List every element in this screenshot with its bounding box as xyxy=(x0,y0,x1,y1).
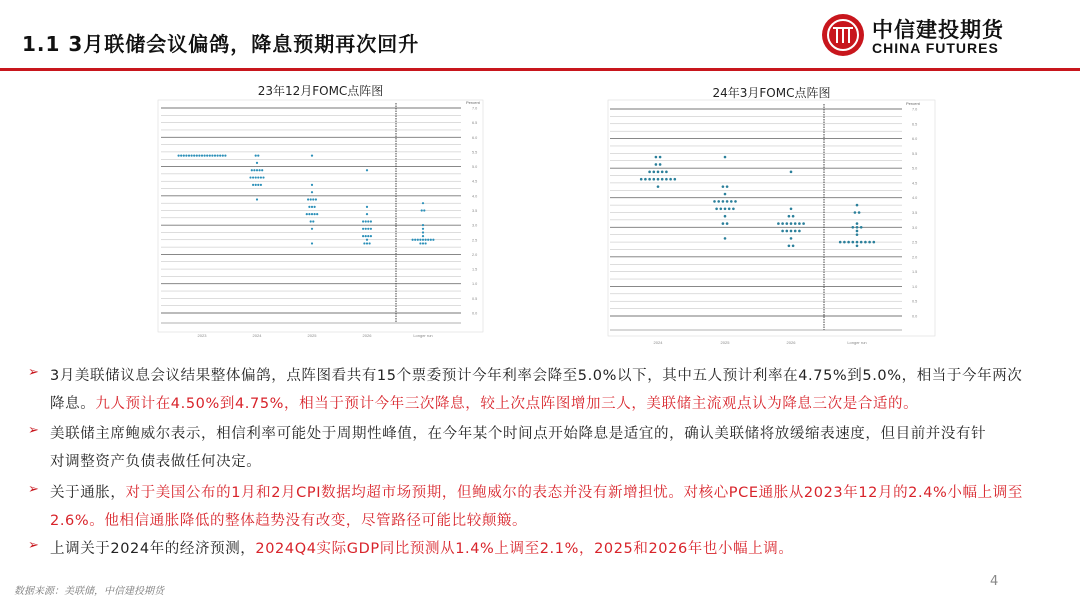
dot-2026 xyxy=(790,230,793,233)
dot-2026 xyxy=(366,242,368,244)
body-text: 降息。 xyxy=(50,396,96,412)
y-tick-label: 1.5 xyxy=(912,270,918,275)
dot-2026 xyxy=(365,228,367,230)
highlight-text: 2024Q4实际GDP同比预测从1.4%上调至2.1%，2025和2026年也小幅上调。 xyxy=(255,541,794,557)
y-tick-label: 7.0 xyxy=(472,106,478,111)
y-tick-label: 1.5 xyxy=(472,267,478,272)
dot-longer-run xyxy=(422,235,424,237)
body-text: 3月美联储议息会议结果整体偏鸽，点阵图看共有15个票委预计今年利率会降至5.0%以下，其中五人预计利率在4.75%到5.0%，相当于今年两次 xyxy=(50,368,1023,384)
dot-2026 xyxy=(367,220,369,222)
dot-2024 xyxy=(648,178,651,181)
dot-2024 xyxy=(252,184,254,186)
y-tick-label: 4.0 xyxy=(472,194,478,199)
dot-2025 xyxy=(724,215,727,218)
x-tick-label: 2026 xyxy=(786,340,796,345)
y-tick-label: 0.0 xyxy=(912,314,918,319)
dot-2026 xyxy=(790,171,793,174)
dot-2024 xyxy=(256,198,258,200)
dot-2024 xyxy=(653,171,656,174)
dot-2024 xyxy=(259,169,261,171)
dot-2026 xyxy=(798,230,801,233)
y-tick-label: 6.5 xyxy=(912,122,918,127)
dot-2024 xyxy=(644,178,647,181)
dot-2024 xyxy=(255,154,257,156)
dot-2025 xyxy=(307,198,309,200)
dot-2025 xyxy=(715,208,718,211)
x-tick-label: 2023 xyxy=(197,333,207,338)
y-tick-label: 6.5 xyxy=(472,121,478,126)
body-text: 关于通胀， xyxy=(50,485,126,501)
dot-2025 xyxy=(311,228,313,230)
dot-2023 xyxy=(214,154,216,156)
dot-2026 xyxy=(362,235,364,237)
dot-2025 xyxy=(734,200,737,203)
dot-2026 xyxy=(790,222,793,225)
dot-2024 xyxy=(665,171,668,174)
dot-2024 xyxy=(260,184,262,186)
dot-2025 xyxy=(722,222,725,225)
y-tick-label: 2.0 xyxy=(472,252,478,257)
dot-2026 xyxy=(786,222,789,225)
x-tick-label: Longer run xyxy=(413,333,433,338)
dot-2024 xyxy=(661,171,664,174)
dot-2024 xyxy=(253,169,255,171)
bullet-text-line xyxy=(50,450,261,471)
y-tick-label: 1.0 xyxy=(472,282,478,287)
dot-2026 xyxy=(786,230,789,233)
dot-2025 xyxy=(311,154,313,156)
dot-longer-run xyxy=(868,241,871,244)
bullet-arrow-icon: ➢ xyxy=(28,538,39,553)
dot-longer-run xyxy=(856,241,859,244)
y-tick-label: 2.0 xyxy=(912,255,918,260)
dot-2024 xyxy=(255,184,257,186)
y-tick-label: 1.0 xyxy=(912,284,918,289)
dot-2026 xyxy=(792,244,795,247)
dot-longer-run xyxy=(852,226,855,229)
dot-2026 xyxy=(798,222,801,225)
dot-2026 xyxy=(794,230,797,233)
dot-2023 xyxy=(206,154,208,156)
y-tick-label: 6.0 xyxy=(912,137,918,142)
dot-2026 xyxy=(366,169,368,171)
dot-longer-run xyxy=(425,239,427,241)
dot-2023 xyxy=(183,154,185,156)
dot-2026 xyxy=(366,206,368,208)
dot-2023 xyxy=(180,154,182,156)
dot-2024 xyxy=(659,156,662,159)
logo-text-cn: 中信建投期货 xyxy=(872,18,1004,42)
dot-2023 xyxy=(178,154,180,156)
dot-2025 xyxy=(308,213,310,215)
dot-2026 xyxy=(370,220,372,222)
dot-2024 xyxy=(251,169,253,171)
dot-longer-run xyxy=(423,209,425,211)
dot-2024 xyxy=(261,169,263,171)
dot-longer-run xyxy=(873,241,876,244)
y-tick-label: 7.0 xyxy=(912,107,918,112)
y-tick-label: 4.0 xyxy=(912,196,918,201)
dot-2024 xyxy=(640,178,643,181)
dot-2024 xyxy=(256,162,258,164)
highlight-text: 对于美国公布的1月和2月CPI数据均超市场预期，但鲍威尔的表态并没有新增担忧。对核心PCE通胀从2023年12月的2.4%小幅上调至 xyxy=(125,485,1023,501)
dot-2025 xyxy=(724,237,727,240)
dot-2025 xyxy=(311,242,313,244)
dot-2025 xyxy=(728,208,731,211)
dot-2024 xyxy=(260,176,262,178)
dot-2025 xyxy=(311,184,313,186)
dot-2026 xyxy=(362,220,364,222)
x-tick-label: 2024 xyxy=(252,333,262,338)
dot-longer-run xyxy=(432,239,434,241)
dot-2025 xyxy=(306,213,308,215)
dot-longer-run xyxy=(422,228,424,230)
y-tick-label: 0.5 xyxy=(472,296,478,301)
dot-longer-run xyxy=(421,209,423,211)
dot-longer-run xyxy=(856,222,859,225)
y-tick-label: 5.5 xyxy=(472,150,478,155)
dot-longer-run xyxy=(419,242,421,244)
dot-2023 xyxy=(193,154,195,156)
body-text: 对调整资产负债表做任何决定。 xyxy=(50,454,262,470)
dot-longer-run xyxy=(422,231,424,233)
y-tick-label: 4.5 xyxy=(912,181,918,186)
dot-2024 xyxy=(655,163,658,166)
dot-2025 xyxy=(311,206,313,208)
dot-longer-run xyxy=(856,226,859,229)
dot-2024 xyxy=(257,154,259,156)
dot-2025 xyxy=(726,222,729,225)
dot-2024 xyxy=(255,176,257,178)
dot-2026 xyxy=(777,222,780,225)
dot-2024 xyxy=(657,171,660,174)
dot-2025 xyxy=(310,198,312,200)
y-tick-label: 2.5 xyxy=(472,238,478,243)
highlight-text: 2.6%。他相信通胀降低的整体趋势没有改变，尽管路径可能比较颠簸。 xyxy=(50,513,528,529)
data-source: 数据来源：美联储，中信建投期货 xyxy=(14,586,164,597)
dot-2026 xyxy=(790,237,793,240)
dot-2026 xyxy=(802,222,805,225)
bullet-text-line xyxy=(50,422,986,443)
dot-2023 xyxy=(222,154,224,156)
bullet-text-line xyxy=(50,364,1022,385)
dot-2023 xyxy=(196,154,198,156)
y-tick-label: 3.0 xyxy=(472,223,478,228)
dot-2026 xyxy=(367,228,369,230)
dot-2025 xyxy=(314,213,316,215)
dot-2025 xyxy=(732,208,735,211)
page-number: 4 xyxy=(990,574,999,589)
dot-longer-run xyxy=(860,226,863,229)
dot-2024 xyxy=(657,185,660,188)
dot-2025 xyxy=(722,200,725,203)
dot-2025 xyxy=(730,200,733,203)
bullet-arrow-icon: ➢ xyxy=(28,423,39,438)
y-tick-label: 3.5 xyxy=(472,209,478,213)
dot-2026 xyxy=(790,208,793,211)
dot-2024 xyxy=(257,184,259,186)
bullet-text-line xyxy=(50,481,1023,502)
bullet-arrow-icon: ➢ xyxy=(28,365,39,380)
dot-2024 xyxy=(669,178,672,181)
dot-longer-run xyxy=(422,242,424,244)
dot-2026 xyxy=(370,235,372,237)
dot-2024 xyxy=(257,176,259,178)
dot-2023 xyxy=(211,154,213,156)
dot-2025 xyxy=(726,200,729,203)
dot-2026 xyxy=(792,215,795,218)
chart-frame xyxy=(158,100,483,332)
body-text: 上调关于2024年的经济预测， xyxy=(50,541,256,557)
dot-2023 xyxy=(219,154,221,156)
dot-2026 xyxy=(362,228,364,230)
y-tick-label: 0.0 xyxy=(472,311,478,316)
dot-2023 xyxy=(217,154,219,156)
dot-2025 xyxy=(722,185,725,188)
dot-longer-run xyxy=(422,239,424,241)
chart-title-dec2023: 23年12月FOMC点阵图 xyxy=(257,84,384,98)
dot-longer-run xyxy=(430,239,432,241)
page-title: 1.1 3月联储会议偏鸽，降息预期再次回升 xyxy=(22,32,420,56)
dot-2023 xyxy=(204,154,206,156)
dot-longer-run xyxy=(412,239,414,241)
dot-longer-run xyxy=(414,239,416,241)
y-axis-label: Percent xyxy=(466,100,480,105)
logo-text-en: CHINA FUTURES xyxy=(872,40,999,56)
x-tick-label: 2025 xyxy=(307,333,317,338)
y-tick-label: 5.0 xyxy=(912,166,918,171)
dot-longer-run xyxy=(858,211,861,214)
dot-longer-run xyxy=(856,233,859,236)
dot-longer-run xyxy=(860,241,863,244)
y-tick-label: 2.5 xyxy=(912,240,918,245)
dot-2023 xyxy=(209,154,211,156)
dot-2025 xyxy=(314,206,316,208)
dot-2024 xyxy=(256,169,258,171)
dot-2023 xyxy=(198,154,200,156)
dot-2024 xyxy=(665,178,668,181)
dot-2025 xyxy=(724,208,727,211)
dot-2025 xyxy=(724,156,727,159)
x-tick-label: 2026 xyxy=(362,333,372,338)
dot-2026 xyxy=(369,242,371,244)
dot-2026 xyxy=(365,235,367,237)
dot-2026 xyxy=(363,242,365,244)
dot-2025 xyxy=(717,200,720,203)
dot-2026 xyxy=(366,213,368,215)
dot-longer-run xyxy=(852,241,855,244)
dot-2024 xyxy=(252,176,254,178)
dot-2023 xyxy=(201,154,203,156)
dot-2025 xyxy=(311,213,313,215)
dot-longer-run xyxy=(856,204,859,207)
dot-2026 xyxy=(788,215,791,218)
x-tick-label: 2025 xyxy=(720,340,730,345)
dot-2023 xyxy=(191,154,193,156)
dot-longer-run xyxy=(422,202,424,204)
dot-2025 xyxy=(312,198,314,200)
dot-2025 xyxy=(724,193,727,196)
dot-2025 xyxy=(311,191,313,193)
dot-longer-run xyxy=(417,239,419,241)
dot-2024 xyxy=(262,176,264,178)
bullet-text-line xyxy=(50,392,918,413)
dot-longer-run xyxy=(839,241,842,244)
dot-2026 xyxy=(781,230,784,233)
x-tick-label: 2024 xyxy=(653,340,663,345)
dot-2026 xyxy=(370,228,372,230)
dot-2024 xyxy=(653,178,656,181)
body-text: 美联储主席鲍威尔表示，相信利率可能处于周期性峰值，在今年某个时间点开始降息是适宜的，确认美联储将放缓缩表速度，但目前并没有针 xyxy=(50,426,987,442)
dot-2025 xyxy=(310,220,312,222)
bullet-text-line xyxy=(50,509,527,530)
bullet-text-line xyxy=(50,537,793,558)
dot-2025 xyxy=(720,208,723,211)
dot-2024 xyxy=(249,176,251,178)
dot-longer-run xyxy=(843,241,846,244)
dot-2026 xyxy=(794,222,797,225)
dot-2025 xyxy=(726,185,729,188)
dot-longer-run xyxy=(847,241,850,244)
dot-2023 xyxy=(185,154,187,156)
dot-longer-run xyxy=(856,230,859,233)
dot-2024 xyxy=(648,171,651,174)
dot-2024 xyxy=(655,156,658,159)
dot-2024 xyxy=(657,178,660,181)
dot-longer-run xyxy=(422,224,424,226)
dot-2025 xyxy=(316,213,318,215)
y-tick-label: 3.0 xyxy=(912,225,918,230)
dot-longer-run xyxy=(854,211,857,214)
x-tick-label: Longer run xyxy=(847,340,867,345)
dot-2025 xyxy=(315,198,317,200)
chart-title-mar2024: 24年3月FOMC点阵图 xyxy=(712,86,831,100)
dot-longer-run xyxy=(856,244,859,247)
dot-2025 xyxy=(713,200,716,203)
dot-2025 xyxy=(308,206,310,208)
dot-longer-run xyxy=(864,241,867,244)
dot-2023 xyxy=(188,154,190,156)
dot-2026 xyxy=(365,220,367,222)
dot-2024 xyxy=(659,163,662,166)
y-axis-label: Percent xyxy=(906,101,920,106)
dot-2025 xyxy=(312,220,314,222)
highlight-text: 九人预计在4.50%到4.75%，相当于预计今年三次降息，较上次点阵图增加三人，美联储主流观点认为降息三次是合适的。 xyxy=(95,396,919,412)
dot-2026 xyxy=(366,239,368,241)
dot-2023 xyxy=(224,154,226,156)
bullet-arrow-icon: ➢ xyxy=(28,482,39,497)
y-tick-label: 5.5 xyxy=(912,151,918,156)
y-tick-label: 3.5 xyxy=(912,211,918,215)
dot-2024 xyxy=(661,178,664,181)
dot-longer-run xyxy=(419,239,421,241)
dot-2026 xyxy=(781,222,784,225)
dot-2026 xyxy=(788,244,791,247)
dot-longer-run xyxy=(427,239,429,241)
y-tick-label: 5.0 xyxy=(472,165,478,170)
y-tick-label: 6.0 xyxy=(472,135,478,140)
y-tick-label: 4.5 xyxy=(472,179,478,184)
dot-longer-run xyxy=(425,242,427,244)
y-tick-label: 0.5 xyxy=(912,299,918,304)
dot-2026 xyxy=(367,235,369,237)
chart-frame xyxy=(608,100,935,336)
dot-2024 xyxy=(674,178,677,181)
